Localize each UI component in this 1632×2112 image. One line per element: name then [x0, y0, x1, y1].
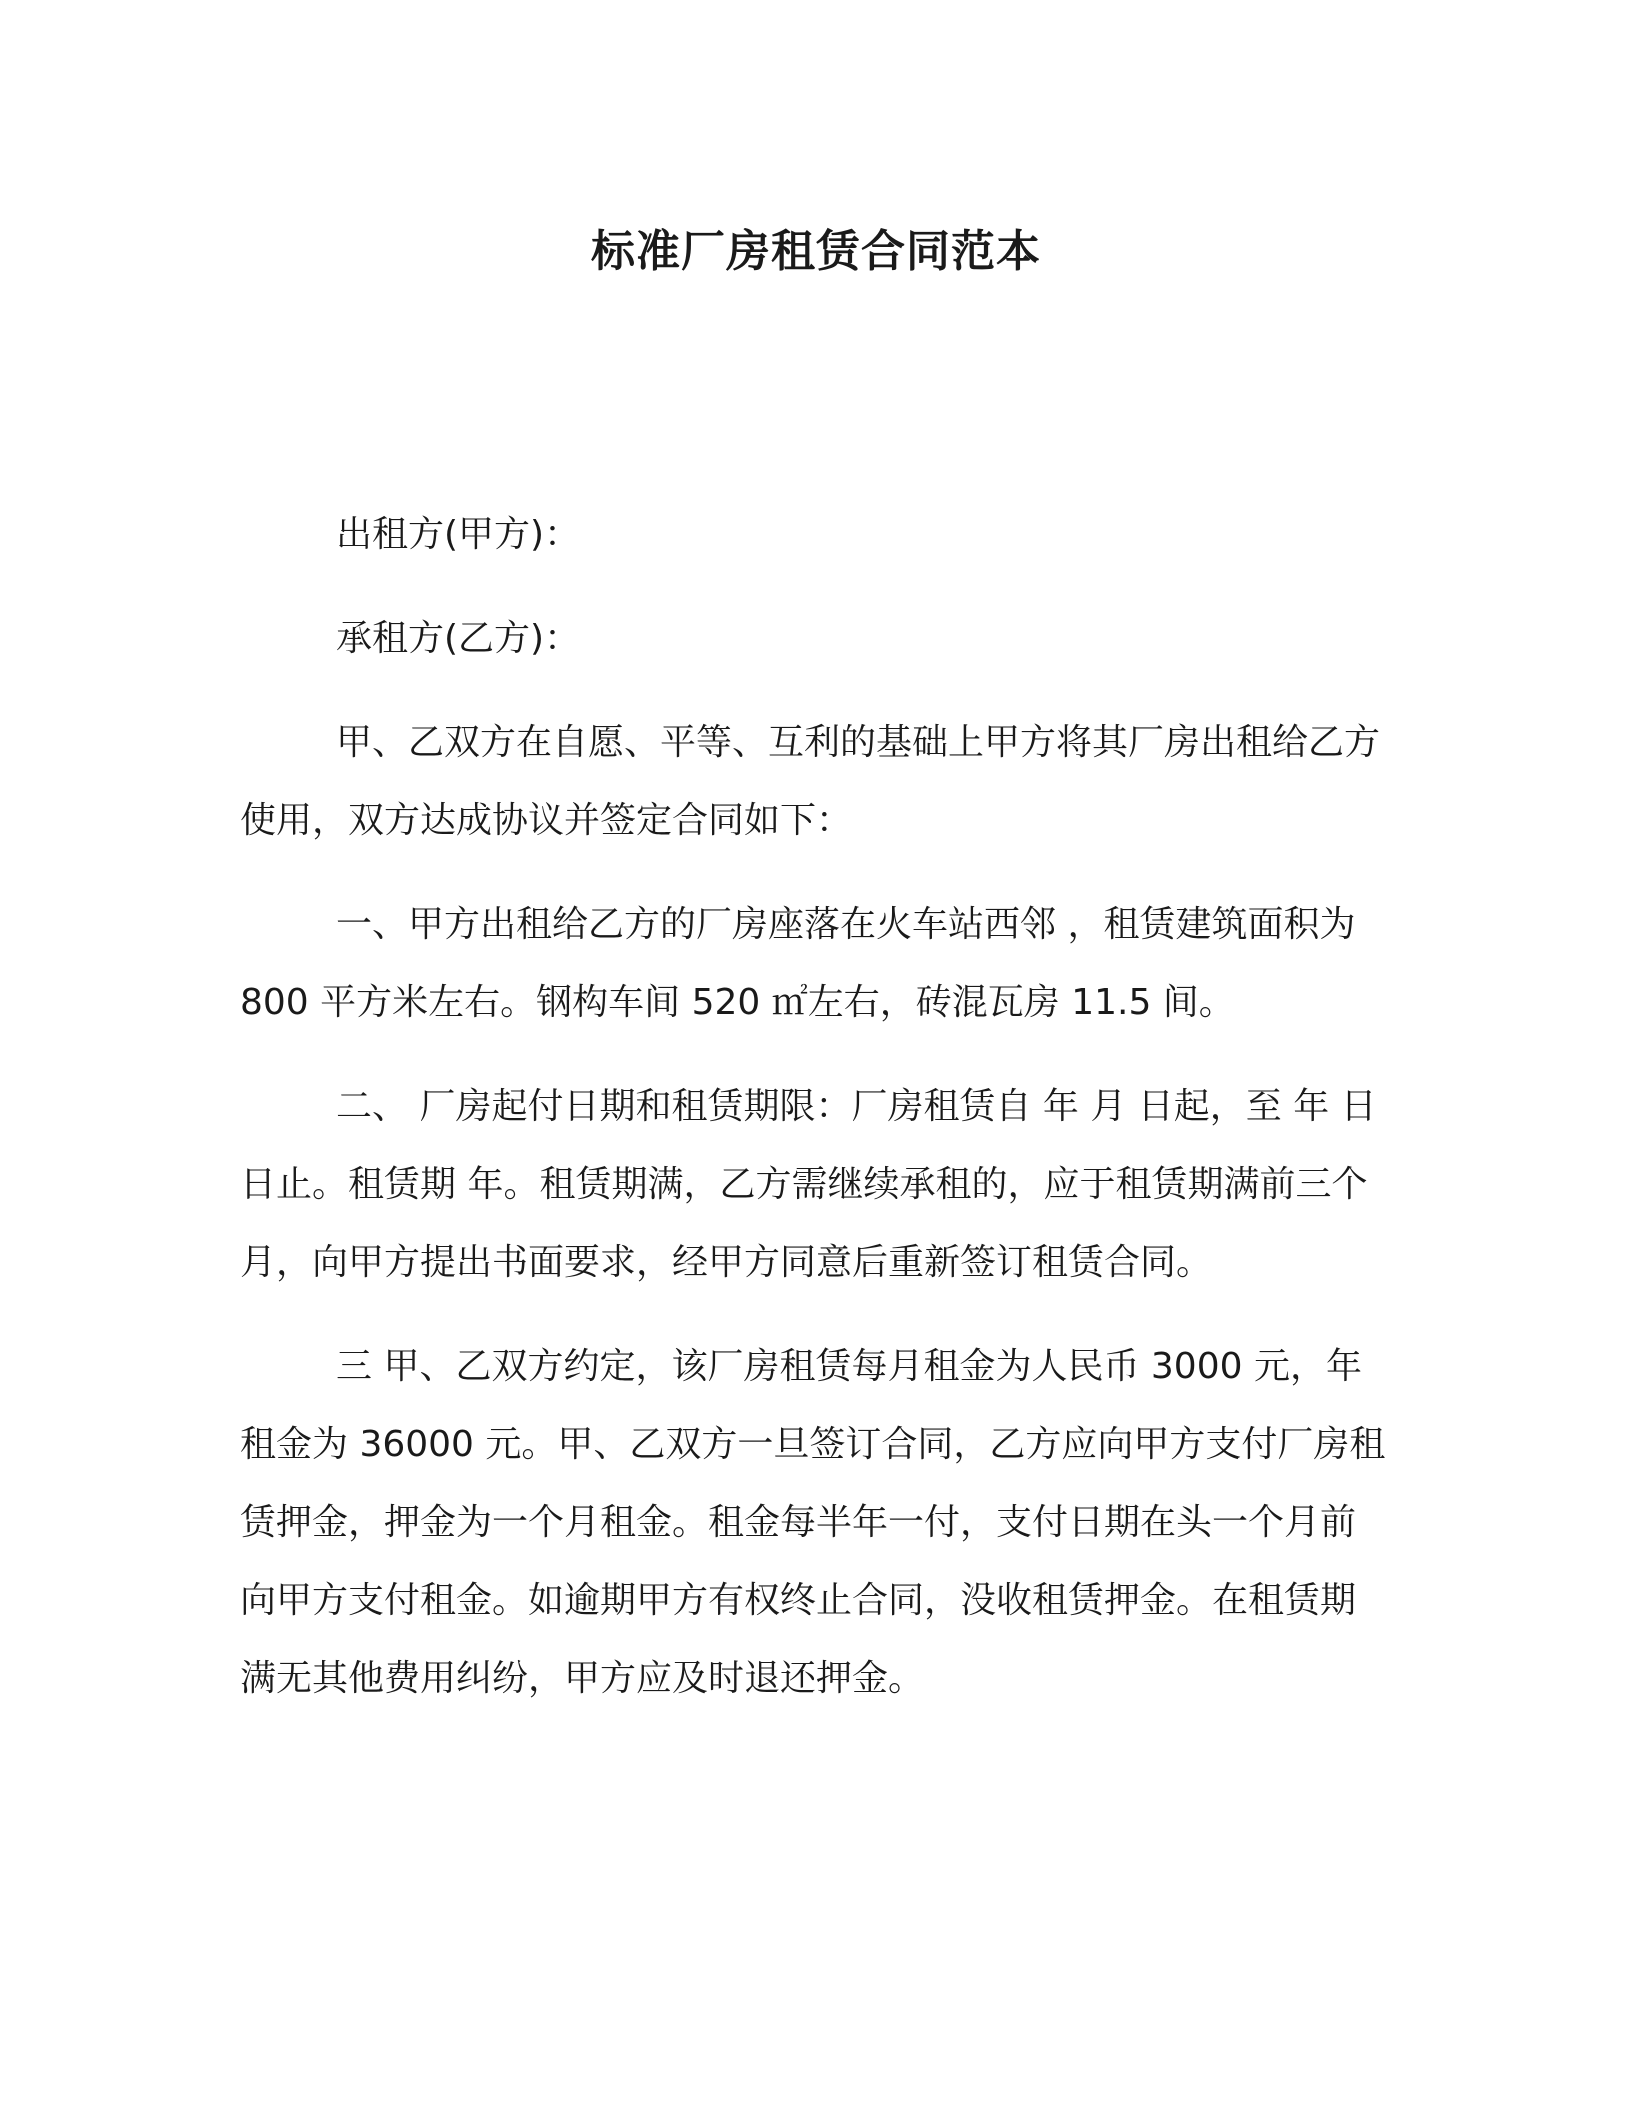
- paragraph-clause-1: 一、甲方出租给乙方的厂房座落在火车站西邻 ，租赁建筑面积为 800 平方米左右。钢构车间 520 ㎡左右，砖混瓦房 11.5 间。: [240, 904, 1367, 1023]
- paragraph-clause-2: 二、 厂房起付日期和租赁期限：厂房租赁自 年 月 日起，至 年 日 日止。租赁期 年。租赁期满，乙方需继续承租的，应于租赁期满前三个月，向甲方提出书面要求，经甲方同意后重新签订租赁合同。: [240, 1086, 1389, 1283]
- paragraph-lessee: 承租方(乙方)：: [336, 618, 581, 659]
- paragraph-preamble: 甲、乙双方在自愿、平等、互利的基础上甲方将其厂房出租给乙方使用，双方达成协议并签定合同如下：: [240, 722, 1381, 841]
- paragraph-lessor: 出租方(甲方)：: [336, 514, 581, 555]
- page-title: 标准厂房租赁合同范本: [591, 226, 1041, 277]
- paragraph-clause-3: 三 甲、乙双方约定，该厂房租赁每月租金为人民币 3000 元，年租金为 36000 元。甲、乙双方一旦签订合同，乙方应向甲方支付厂房租赁押金，押金为一个月租金。租金每半年一付，支付日期在头一个月前向甲方支付租金。如逾期甲方有权终止合同，没收租赁押金。在租赁期满无其他费用纠纷，甲方应及时退还押金。: [240, 1346, 1386, 1699]
- contract-body: [240, 496, 1390, 1744]
